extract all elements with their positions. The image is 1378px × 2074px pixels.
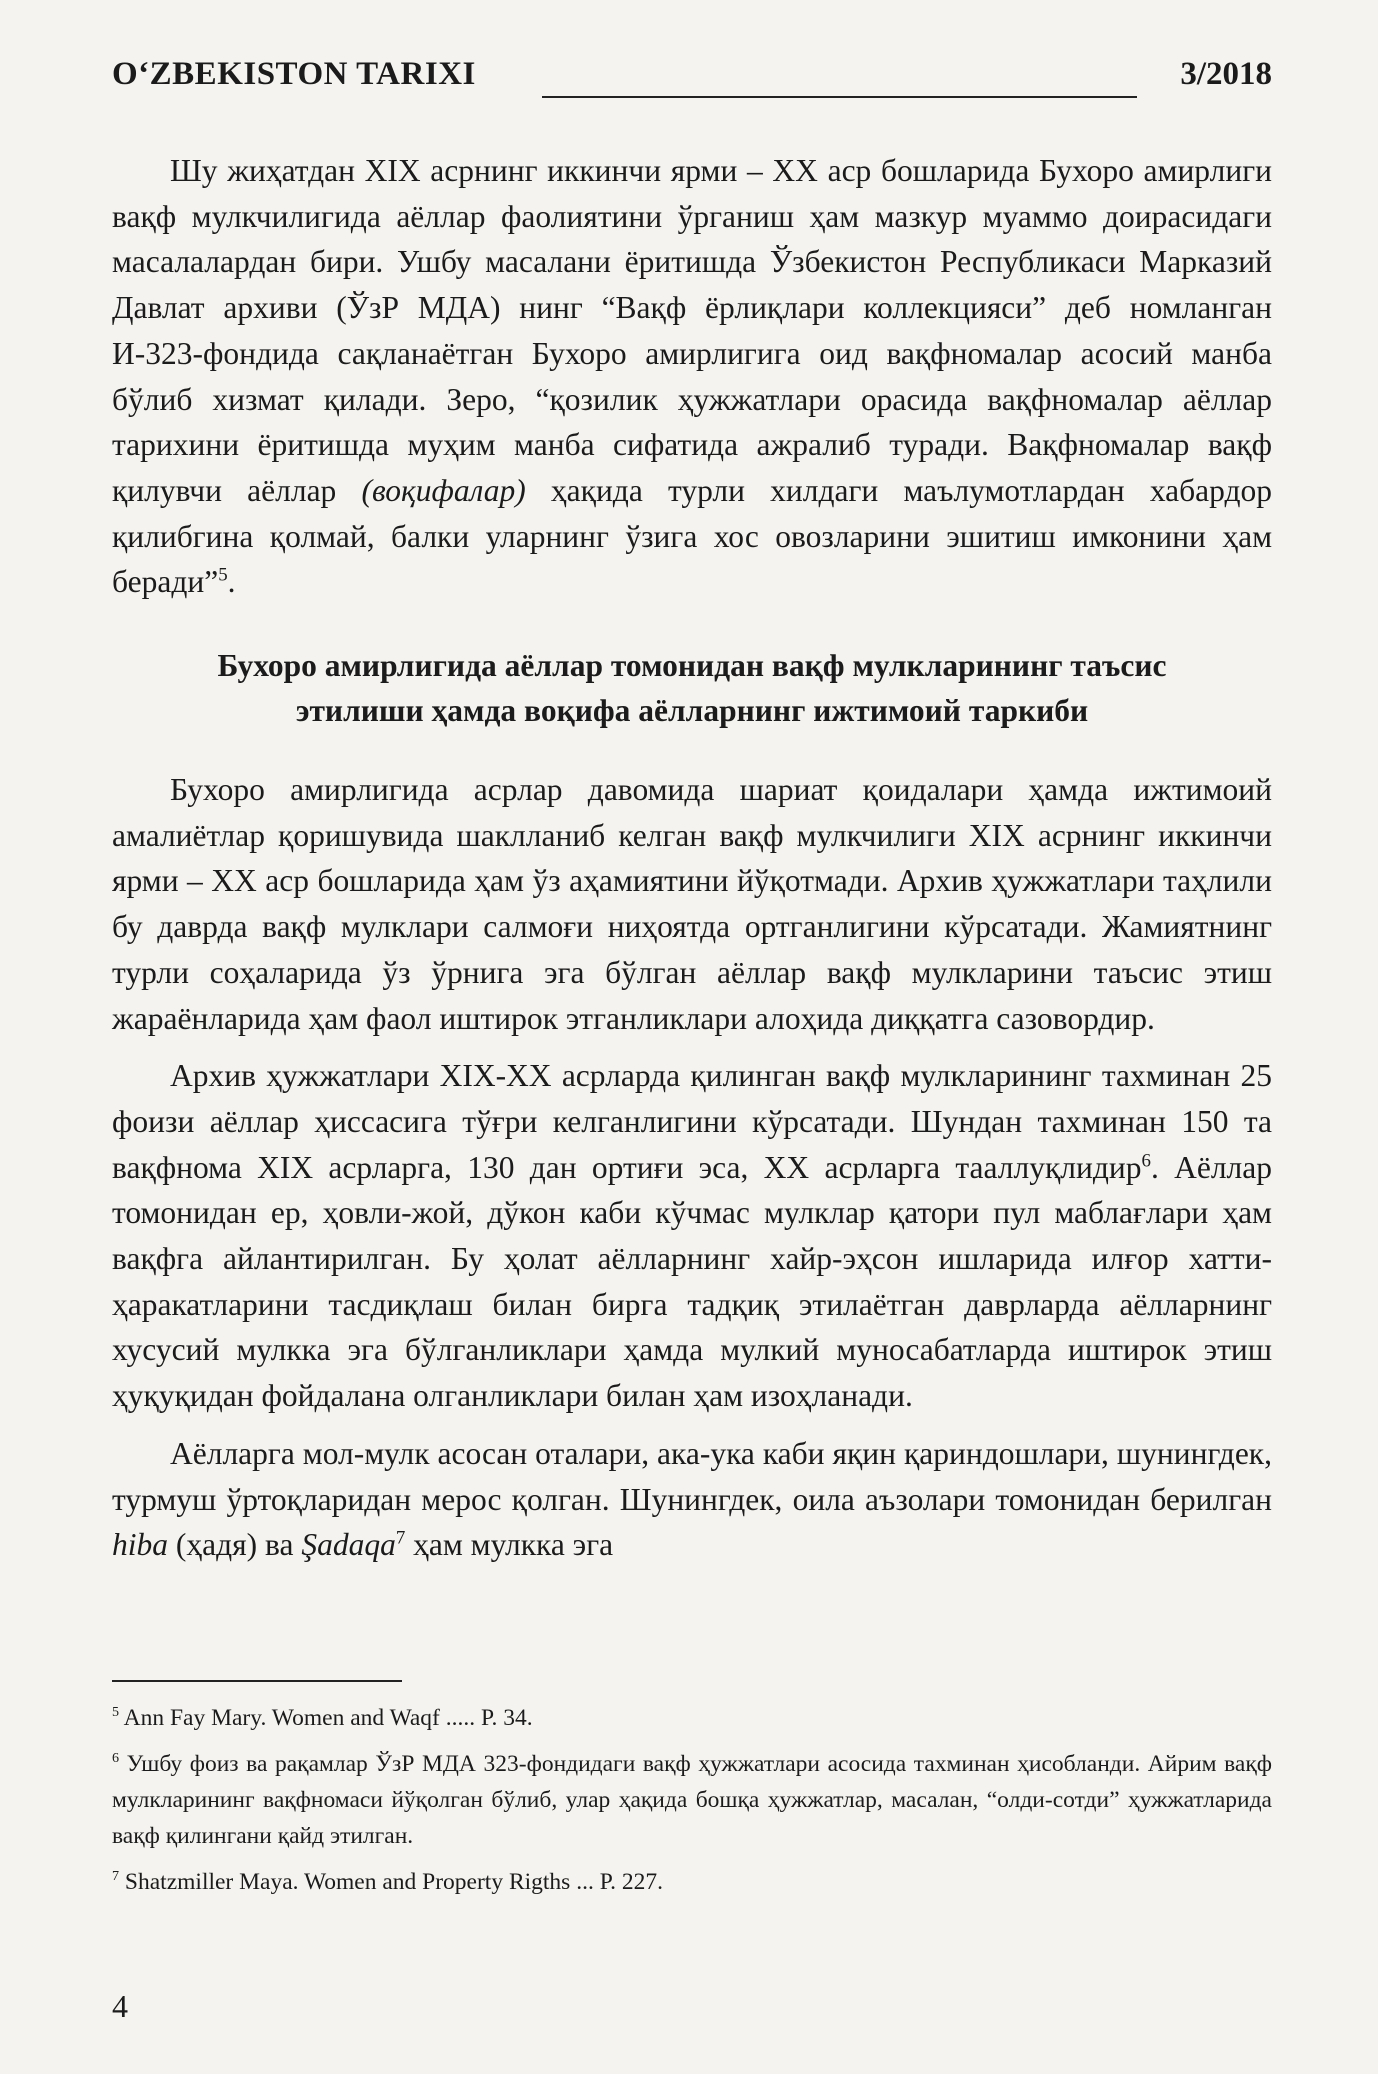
section-paragraph-3: Аёлларга мол-мулк асосан оталари, ака-ука каби яқин қариндошлари, шунингдек, турмуш ўртоқларидан мерос қолган. Шунингдек, оила аъзолари томонидан берилган hiba (ҳадя) ва Şadaqa$^7$ ҳам мулкка эга <box>112 1435 1272 1563</box>
intro-paragraph: Шу жиҳатдан XIX асрнинг иккинчи ярми – XX аср бошларида Бухоро амирлиги вақф мулкчилигида аёллар фаолиятини ўрганиш ҳам мазкур муаммо доирасидаги масалалардан бири. Ушбу масалани ёритишда Ўзбекистон Республикаси Марказий Давлат архиви (ЎзР МДА) нинг “Вақф ёрлиқлари коллекцияси” деб номланган И-323-фондида сақланаётган Бухоро амирлигига оид вақфномалар асосий манба бўлиб хизмат қилади. Зеро, “қозилик ҳужжатлари орасида вақфномалар аёллар тарихини ёритишда муҳим манба сифатида ажралиб туради. Вақфномалар вақф қилувчи аёллар (воқифалар) ҳақида турли хилдаги маълумотлардан хабардор қилибгина қолмай, балки уларнинг ўзига хос овозларини эшитиш имконини ҳам беради”$^5$. <box>112 153 1273 600</box>
header-rule <box>542 96 1137 98</box>
footnotes <box>112 1700 1272 1910</box>
section-heading-line-1: Бухоро амирлигида аёллар томонидан вақф мулкларининг таъсис <box>217 648 1167 684</box>
italic-term: (воқифалар) <box>361 472 526 508</box>
footnote-6: $^6$ Ушбу фоиз ва рақамлар ЎзР МДА 323-фондидаги вақф ҳужжатлари асосида тахминан ҳисобланди. Айрим вақф мулкларининг вақфномаси йўқолган бўлиб, улар ҳақида бошқа ҳужжатлар, масалан, “олди-сотди” ҳужжатларида вақф қилингани қайд этилган. <box>112 1750 1273 1849</box>
footnote-ref-6[interactable]: 6 <box>1141 1150 1151 1172</box>
italic-term-sadaqa: Şadaqa <box>301 1527 396 1563</box>
page-number: 4 <box>112 1988 128 2024</box>
footnote-separator <box>112 1680 402 1682</box>
issue-number: 3/2018 <box>1180 56 1272 92</box>
section-heading-line-2: этилиши ҳамда воқифа аёлларнинг ижтимоий таркиби <box>295 693 1089 729</box>
journal-title: O‘ZBEKISTON TARIXI <box>112 56 476 92</box>
running-header <box>112 52 1272 102</box>
italic-term-hiba: hiba <box>112 1527 169 1563</box>
main-text <box>112 148 1272 1568</box>
section-paragraph-1: Бухоро амирлигида асрлар давомида шариат қоидалари ҳамда ижтимоий амалиётлар қоришувида шаклланиб келган вақф мулкчилиги XIX асрнинг иккинчи ярми – XX аср бошларида ҳам ўз аҳамиятини йўқотмади. Архив ҳужжатлари таҳлили бу даврда вақф мулклари салмоғи ниҳоятда ортганлигини кўрсатади. Жамиятнинг турли соҳаларида ўз ўрнига эга бўлган аёллар вақф мулкларини таъсис этиш жараёнларида ҳам фаол иштирок этганликлари алоҳида диққатга сазовордир. <box>112 772 1272 1036</box>
footnote-ref-5[interactable]: 5 <box>218 564 228 586</box>
section-heading <box>112 643 1272 733</box>
section-paragraph-2: Архив ҳужжатлари XIX-XX асрларда қилинган вақф мулкларининг тахминан 25 фоизи аёллар ҳиссасига тўғри келганлигини кўрсатади. Шундан тахминан 150 та вақфнома XIX асрларга, 130 дан ортиғи эса, XX асрларга тааллуқлидир$^6$. Аёллар томонидан ер, ҳовли-жой, дўкон каби кўчмас мулклар қатори пул маблағлари ҳам вақфга айлантирилган. Бу ҳолат аёлларнинг хайр-эҳсон ишларида илғор хатти-ҳаракатларини тасдиқлаш билан бирга тадқиқ этилаётган даврларда аёлларнинг хусусий мулкка эга бўлганликлари ҳамда мулкий муносабатларда иштирок этиш ҳуқуқидан фойдалана олганликлари билан ҳам изоҳланади. <box>112 1058 1272 1414</box>
footnote-ref-7[interactable]: 7 <box>395 1527 406 1549</box>
footnote-7: $^7$ Shatzmiller Maya. Women and Property Rigths ... P. 227. <box>112 1868 664 1895</box>
footnote-5: $^5$ Ann Fay Mary. Women and Waqf ..... P. 34. <box>112 1704 533 1731</box>
